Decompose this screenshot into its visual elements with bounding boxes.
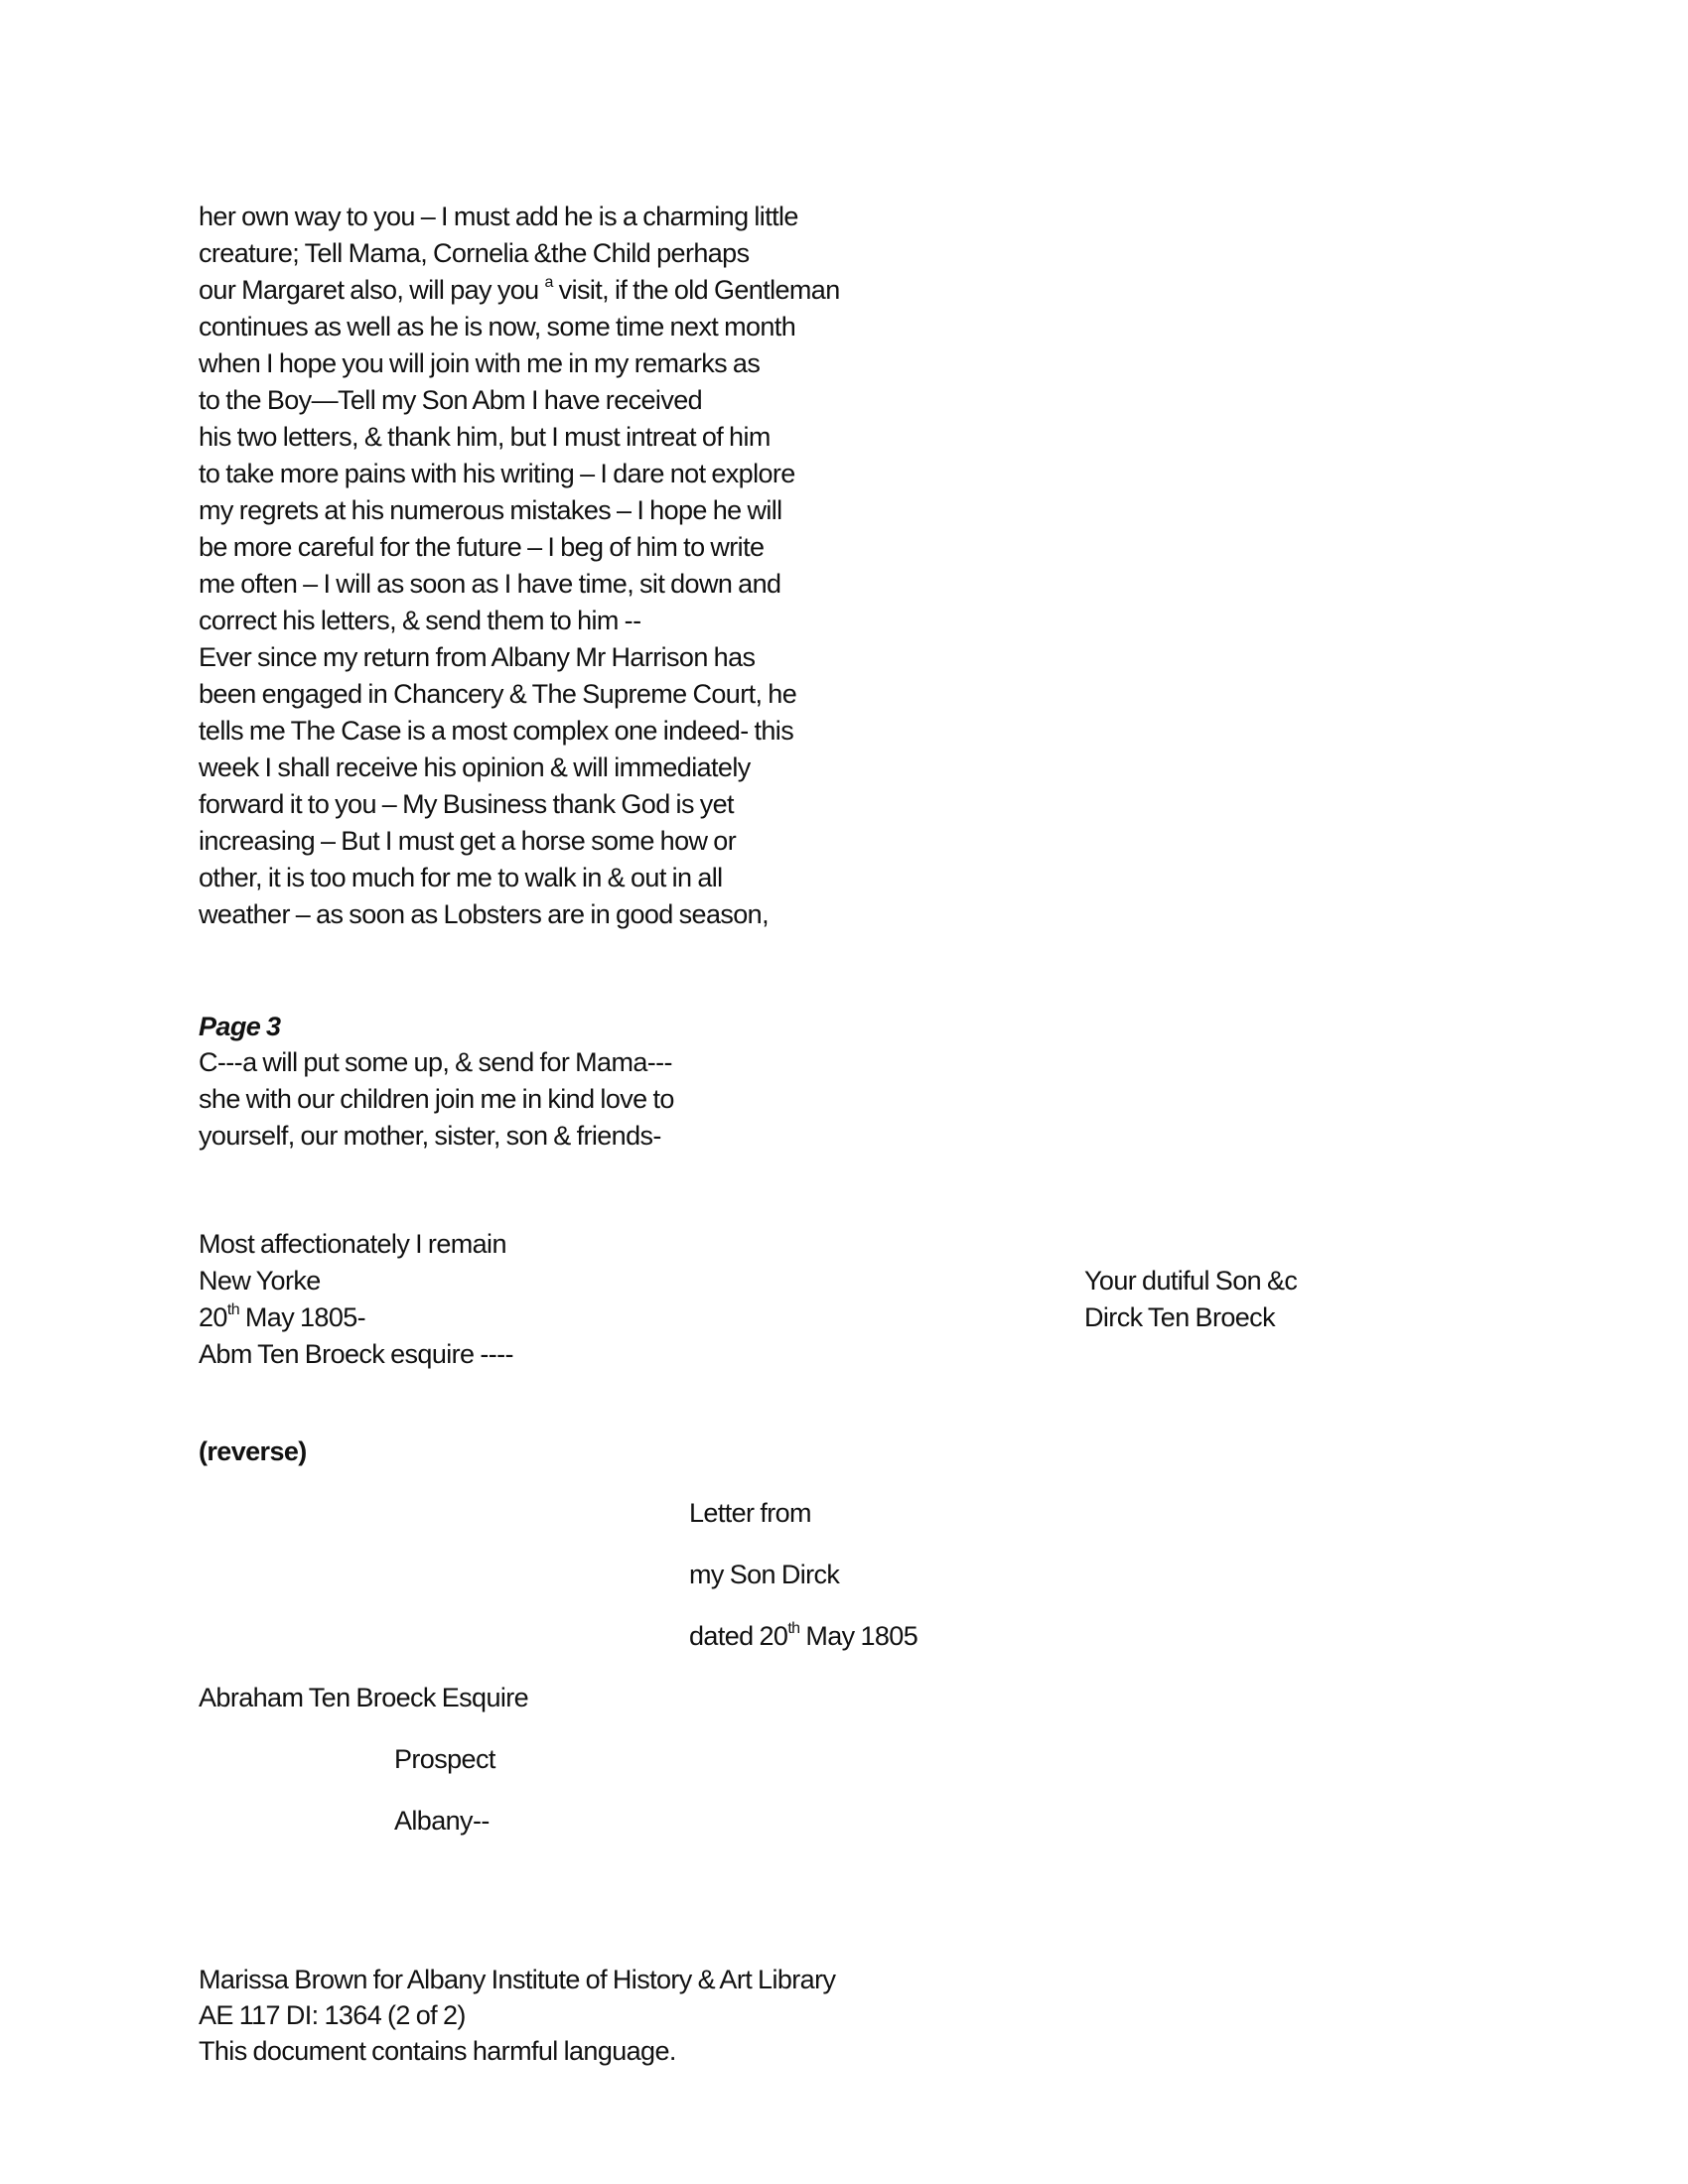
docket-text: May 1805 <box>799 1621 918 1651</box>
body-line: been engaged in Chancery & The Supreme Court, he <box>199 679 797 709</box>
body-line: his two letters, & thank him, but I must intreat of him <box>199 422 771 452</box>
body-line: tells me The Case is a most complex one indeed- this <box>199 716 794 746</box>
body-line-text: our Margaret also, will pay you <box>199 275 545 305</box>
body-line: other, it is too much for me to walk in & out in all <box>199 863 723 892</box>
page3-line: yourself, our mother, sister, son & friends- <box>199 1121 661 1151</box>
docket-text: dated 20 <box>689 1621 788 1651</box>
body-line: her own way to you – I must add he is a charming little <box>199 202 798 231</box>
body-line <box>199 274 840 306</box>
date-ordinal: th <box>226 1301 239 1318</box>
date-rest: May 1805- <box>239 1302 366 1332</box>
address-line: Prospect <box>394 1744 495 1774</box>
body-line: Ever since my return from Albany Mr Harrison has <box>199 642 756 672</box>
address-name: Abraham Ten Broeck Esquire <box>199 1683 529 1712</box>
reverse-heading: (reverse) <box>199 1436 307 1466</box>
date-day: 20 <box>199 1302 227 1332</box>
date-line <box>199 1301 365 1333</box>
page3-line: she with our children join me in kind love to <box>199 1084 674 1114</box>
place-line: New Yorke <box>199 1266 321 1296</box>
body-line-text: visit, if the old Gentleman <box>552 275 840 305</box>
body-line: weather – as soon as Lobsters are in good season, <box>199 899 769 929</box>
body-line: be more careful for the future – I beg of him to write <box>199 532 765 562</box>
body-line: continues as well as he is now, some time next month <box>199 312 796 341</box>
docket-line: my Son Dirck <box>689 1560 840 1589</box>
address-line: Albany-- <box>394 1806 490 1836</box>
valediction: Most affectionately I remain <box>199 1229 506 1259</box>
superscript-a: a <box>544 274 553 291</box>
body-line: correct his letters, & send them to him -- <box>199 606 641 635</box>
docket-line: Letter from <box>689 1498 811 1528</box>
docket-date-line <box>689 1620 917 1652</box>
signature-name: Dirck Ten Broeck <box>1084 1302 1275 1332</box>
reference-line: AE 117 DI: 1364 (2 of 2) <box>199 2000 466 2030</box>
body-line: week I shall receive his opinion & will immediately <box>199 752 751 782</box>
body-line: creature; Tell Mama, Cornelia &the Child perhaps <box>199 238 750 268</box>
body-line: me often – I will as soon as I have time, sit down and <box>199 569 781 599</box>
signature-line-1: Your dutiful Son &c <box>1084 1266 1298 1296</box>
body-line: when I hope you will join with me in my remarks as <box>199 348 761 378</box>
docket-ordinal: th <box>787 1620 800 1637</box>
notice-line: This document contains harmful language. <box>199 2036 676 2066</box>
body-line: to the Boy—Tell my Son Abm I have received <box>199 385 703 415</box>
credit-line: Marissa Brown for Albany Institute of History & Art Library <box>199 1965 836 1994</box>
body-line: increasing – But I must get a horse some how or <box>199 826 737 856</box>
addressee-line: Abm Ten Broeck esquire ---- <box>199 1339 513 1369</box>
body-line: my regrets at his numerous mistakes – I hope he will <box>199 495 782 525</box>
page3-line: C---a will put some up, & send for Mama--- <box>199 1047 672 1077</box>
body-line: forward it to you – My Business thank God is yet <box>199 789 734 819</box>
page3-heading: Page 3 <box>199 1012 281 1041</box>
body-line: to take more pains with his writing – I dare not explore <box>199 459 795 488</box>
